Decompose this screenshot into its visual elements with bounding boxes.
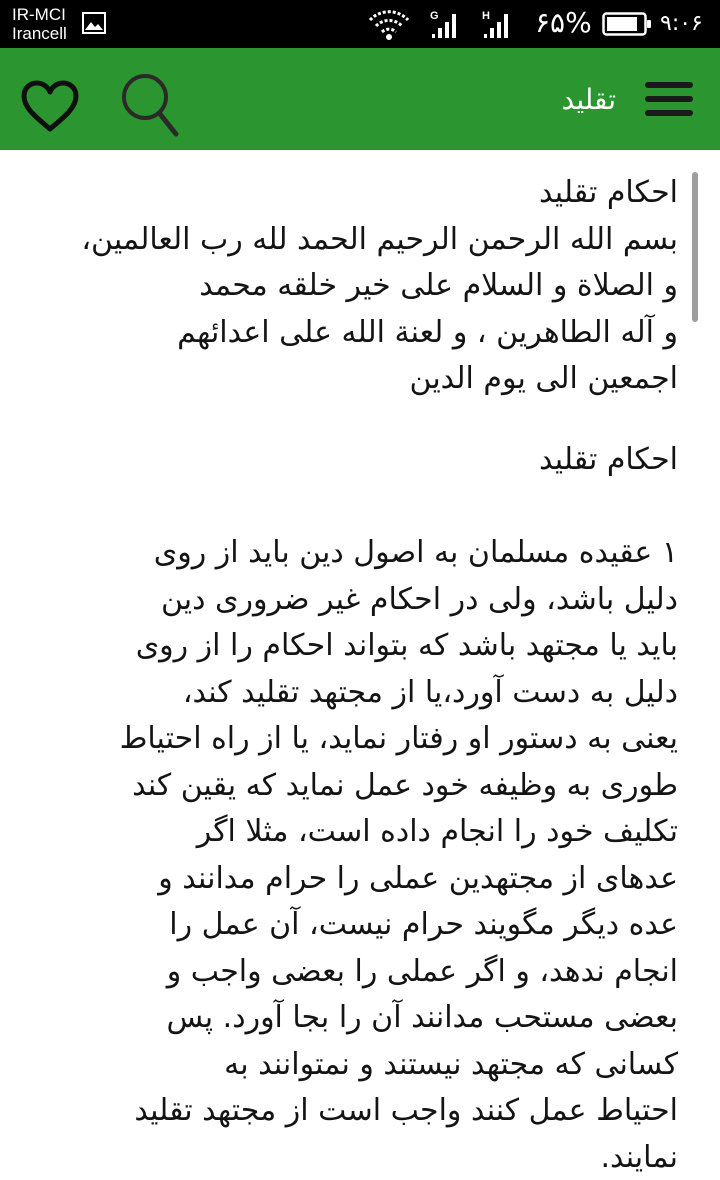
ruling-paragraph: [38, 530, 678, 1180]
ruling-line: عدهای از مجتهدین عملی را حرام مدانند و: [158, 860, 678, 896]
intro-line: و الصلاة و السلام على خير خلقه محمد: [199, 268, 678, 303]
ruling-line: نمایند.: [600, 1139, 678, 1175]
ruling-line: بعضی مستحب مدانند آن را بجا آورد. پس: [166, 1000, 678, 1035]
carrier-name: [12, 5, 67, 43]
intro-line: بسم الله الرحمن الرحيم الحمد لله رب العالمين،: [81, 221, 678, 257]
ruling-line: طوری به وظیفه خود عمل نماید که یقین کند: [132, 767, 678, 803]
menu-icon-bar: [645, 96, 693, 102]
signal-strength-icon-2: [480, 8, 526, 40]
network-type-1: G: [430, 10, 439, 22]
battery-percentage: ۶۵%: [535, 6, 592, 39]
scrollbar[interactable]: [692, 172, 698, 322]
ruling-line: باید یا مجتهد باشد که بتواند احکام را از روی: [135, 628, 678, 663]
menu-icon-bar: [645, 82, 693, 88]
clock: ۹:۰۶: [660, 11, 703, 36]
app-bar: [0, 48, 720, 150]
intro-title: احکام تقلید: [539, 175, 678, 210]
ruling-line: دلیل باشد، ولی در احکام غیر ضروری دین: [160, 581, 678, 617]
network-type-2: H: [482, 10, 490, 22]
carrier-line-2: Irancell: [12, 24, 67, 43]
section-heading: [38, 437, 678, 484]
ruling-line: ۱ عقیده مسلمان به اصول دین باید از روی: [153, 535, 678, 570]
gallery-notification-icon: [82, 12, 106, 34]
intro-line: و آله الطاهرين ، و لعنة الله على اعدائهم: [177, 314, 678, 350]
ruling-line: انجام ندهد، و اگر عملی را بعضی واجب و: [166, 953, 678, 989]
ruling-line: احتیاط عمل کنند واجب است از مجتهد تقلید: [134, 1093, 678, 1128]
ruling-line: عده دیگر مگویند حرام نیست، آن عمل را: [169, 907, 678, 942]
menu-icon-bar: [645, 110, 693, 116]
ruling-line: کسانی که مجتهد نیستند و نمتوانند به: [224, 1046, 678, 1082]
section-heading-text: احکام تقلید: [539, 442, 678, 477]
carrier-line-1: IR-MCI: [12, 5, 66, 24]
battery-icon: [602, 12, 652, 36]
wifi-icon: [368, 10, 410, 40]
ruling-line: دلیل به دست آورد،یا از مجتهد تقلید کند،: [182, 674, 678, 710]
status-bar: [0, 0, 720, 48]
intro-line: اجمعين الى يوم الدين: [409, 361, 678, 396]
page-title: تقلید: [561, 83, 616, 116]
article-content[interactable]: [0, 150, 720, 1180]
search-icon[interactable]: [118, 70, 182, 140]
heart-icon[interactable]: [20, 80, 80, 132]
intro-paragraph: [38, 170, 678, 403]
signal-strength-icon-1: [428, 8, 474, 40]
ruling-line: یعنی به دستور او رفتار نماید، یا از راه احتیاط: [119, 721, 678, 756]
ruling-line: تکلیف خود را انجام داده است، مثلا اگر: [196, 814, 678, 849]
menu-icon[interactable]: [645, 82, 695, 120]
